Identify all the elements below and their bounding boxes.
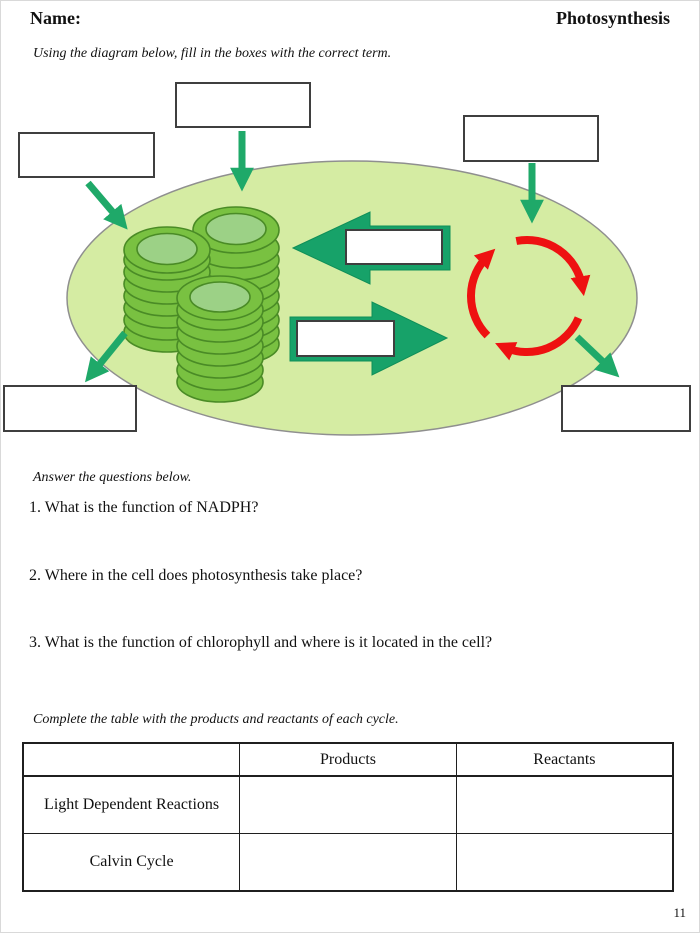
cell-calvin-products[interactable] [240,833,457,891]
granum-stack-front [177,276,263,402]
fill-box-left-arrow[interactable] [345,229,443,265]
table-caption: Complete the table with the products and reactants of each cycle. [33,712,399,727]
cycle-arc-top [516,240,582,286]
question-1: 1. What is the function of NADPH? [29,499,259,516]
cell-light-dependent-reactants[interactable] [456,776,673,833]
fill-box-bottom-left[interactable] [3,385,137,432]
fill-box-bottom-right[interactable] [561,385,691,432]
chloroplast-membrane [67,161,637,435]
granum-stack-back-left [124,227,210,352]
cycle-arc-left [471,256,488,336]
cycle-arrows [471,240,582,352]
arrow-top-left [88,183,122,222]
row-label-calvin-cycle: Calvin Cycle [23,833,240,891]
cycles-table [22,742,674,892]
arrow-bottom-right [577,337,613,371]
granum-stack-back-right [193,207,279,364]
table-header-reactants: Reactants [456,743,673,776]
cell-calvin-reactants[interactable] [456,833,673,891]
page-title: Photosynthesis [555,8,670,28]
fill-box-top-left[interactable] [18,132,155,178]
question-2: 2. Where in the cell does photosynthesis take place? [29,567,363,584]
fill-box-right-arrow[interactable] [296,320,395,357]
arrow-bottom-left [91,333,125,375]
page-number: 11 [673,905,686,920]
table-header-products: Products [240,743,457,776]
table-corner-cell [23,743,240,776]
cycle-arc-bottom [504,318,578,352]
name-label: Name: [30,8,81,28]
questions-instruction: Answer the questions below. [33,470,192,485]
row-label-light-dependent-reactions: Light Dependent Reactions [23,776,240,833]
question-3: 3. What is the function of chlorophyll and where is it located in the cell? [29,634,493,651]
diagram-instruction: Using the diagram below, fill in the boxes with the correct term. [33,46,392,61]
cell-light-dependent-products[interactable] [240,776,457,833]
fill-box-top-right[interactable] [463,115,599,162]
fill-box-top-middle[interactable] [175,82,311,128]
